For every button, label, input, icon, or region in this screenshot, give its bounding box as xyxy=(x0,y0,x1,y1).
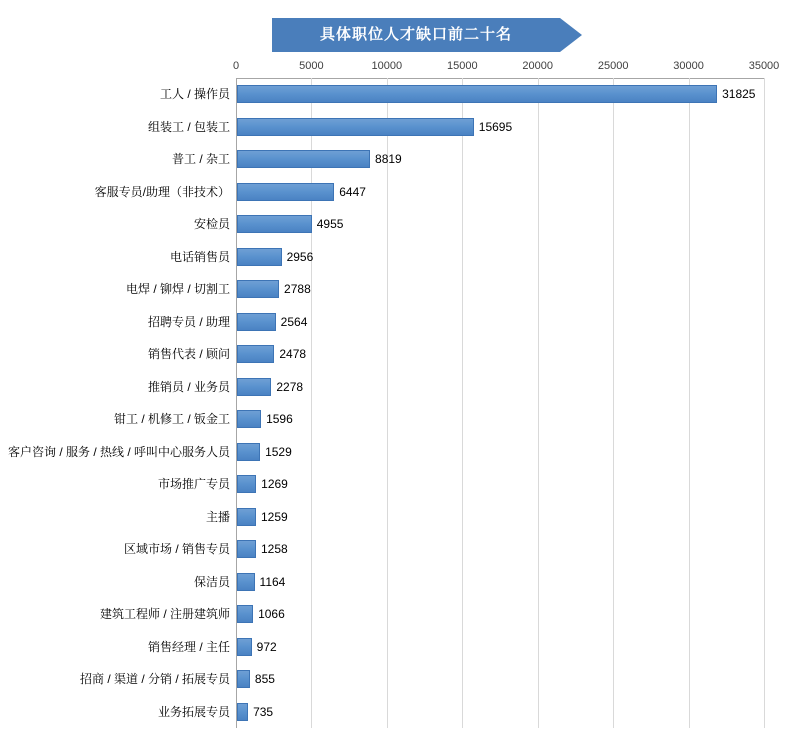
bar-value-label: 1259 xyxy=(260,509,288,524)
bar[interactable] xyxy=(237,215,312,233)
bar-row xyxy=(0,468,794,501)
bar-row xyxy=(0,338,794,371)
bar[interactable] xyxy=(237,150,370,168)
bar-row xyxy=(0,143,794,176)
category-label: 钳工 / 机修工 / 钣金工 xyxy=(113,412,230,426)
bar-value-label: 2788 xyxy=(284,282,311,296)
bar-value-label: 1066 xyxy=(258,607,285,621)
x-axis-tick-label: 0 xyxy=(232,60,240,72)
bar-row xyxy=(0,663,794,696)
x-axis-tick-label: 35000 xyxy=(748,60,780,72)
category-label: 安检员 xyxy=(193,217,230,231)
bar[interactable] xyxy=(237,540,256,558)
bar-row xyxy=(0,111,794,144)
x-axis-tick-label: 10000 xyxy=(371,60,403,72)
x-axis-tick-label: 25000 xyxy=(597,60,629,72)
bar-row xyxy=(0,403,794,436)
category-label: 销售代表 / 顾问 xyxy=(147,347,230,361)
bar[interactable] xyxy=(237,345,274,363)
x-axis-tick-label: 5000 xyxy=(299,60,324,72)
bar-row xyxy=(0,631,794,664)
category-label: 客服专员/助理（非技术） xyxy=(94,184,230,199)
category-label: 主播 xyxy=(205,509,230,524)
bar-value-label: 2278 xyxy=(276,379,304,394)
bar[interactable] xyxy=(237,508,256,526)
bar-value-label: 31825 xyxy=(722,87,756,101)
bar-value-label: 972 xyxy=(256,639,277,654)
category-label: 工人 / 操作员 xyxy=(159,87,230,101)
bar-row xyxy=(0,241,794,274)
category-label: 招聘专员 / 助理 xyxy=(147,314,230,329)
bar[interactable] xyxy=(237,280,279,298)
bar[interactable] xyxy=(237,248,282,266)
bar-value-label: 2478 xyxy=(279,347,307,361)
bar[interactable] xyxy=(237,703,248,721)
category-label: 普工 / 杂工 xyxy=(171,152,230,166)
bar-value-label: 2564 xyxy=(280,314,308,329)
bar-value-label: 8819 xyxy=(375,152,402,166)
bar-row xyxy=(0,501,794,534)
bar[interactable] xyxy=(237,475,256,493)
bar[interactable] xyxy=(237,118,474,136)
category-label: 保洁员 xyxy=(193,574,230,589)
bar[interactable] xyxy=(237,638,252,656)
bar-value-label: 735 xyxy=(253,704,274,719)
bar[interactable] xyxy=(237,378,271,396)
category-label: 销售经理 / 主任 xyxy=(147,639,230,654)
category-label: 电焊 / 铆焊 / 切割工 xyxy=(125,282,230,296)
bar-row xyxy=(0,533,794,566)
x-axis-tick-label: 30000 xyxy=(673,60,704,72)
bar-value-label: 1529 xyxy=(265,444,292,459)
category-label: 组装工 / 包装工 xyxy=(147,119,230,134)
bar-value-label: 1258 xyxy=(260,542,288,556)
bar-row xyxy=(0,306,794,339)
bar-row xyxy=(0,176,794,209)
bar-value-label: 2956 xyxy=(286,249,314,264)
bar[interactable] xyxy=(237,443,260,461)
category-label: 建筑工程师 / 注册建筑师 xyxy=(99,607,230,621)
bar[interactable] xyxy=(237,410,261,428)
category-label: 业务拓展专员 xyxy=(157,704,230,719)
bar-row xyxy=(0,436,794,469)
bar-value-label: 1164 xyxy=(259,574,286,589)
chart-title: 具体职位人才缺口前二十名 xyxy=(319,26,512,43)
bar-row xyxy=(0,371,794,404)
category-label: 推销员 / 业务员 xyxy=(147,379,230,394)
bar-value-label: 1269 xyxy=(261,477,288,491)
bar-value-label: 4955 xyxy=(316,217,344,231)
category-label: 招商 / 渠道 / 分销 / 拓展专员 xyxy=(79,672,230,686)
bar-value-label: 1596 xyxy=(266,412,293,426)
bar-row xyxy=(0,273,794,306)
category-label: 客户咨询 / 服务 / 热线 / 呼叫中心服务人员 xyxy=(7,444,230,459)
bar[interactable] xyxy=(237,183,334,201)
bar[interactable] xyxy=(237,605,253,623)
bar[interactable] xyxy=(237,573,255,591)
x-axis-tick-label: 20000 xyxy=(522,60,553,72)
bar[interactable] xyxy=(237,85,717,103)
chart-title-banner xyxy=(272,18,582,52)
category-label: 市场推广专员 xyxy=(157,477,230,491)
bar-row xyxy=(0,566,794,599)
bar-row xyxy=(0,696,794,729)
bar-row xyxy=(0,598,794,631)
bar-value-label: 855 xyxy=(254,672,275,686)
x-axis-tick-label: 15000 xyxy=(446,60,478,72)
bar-row xyxy=(0,78,794,111)
bar-value-label: 6447 xyxy=(339,184,366,199)
bar-rows xyxy=(0,78,794,728)
bar-row xyxy=(0,208,794,241)
category-label: 电话销售员 xyxy=(169,249,230,264)
bar-value-label: 15695 xyxy=(478,119,513,134)
bar[interactable] xyxy=(237,313,276,331)
category-label: 区域市场 / 销售专员 xyxy=(123,542,230,556)
bar[interactable] xyxy=(237,670,250,688)
